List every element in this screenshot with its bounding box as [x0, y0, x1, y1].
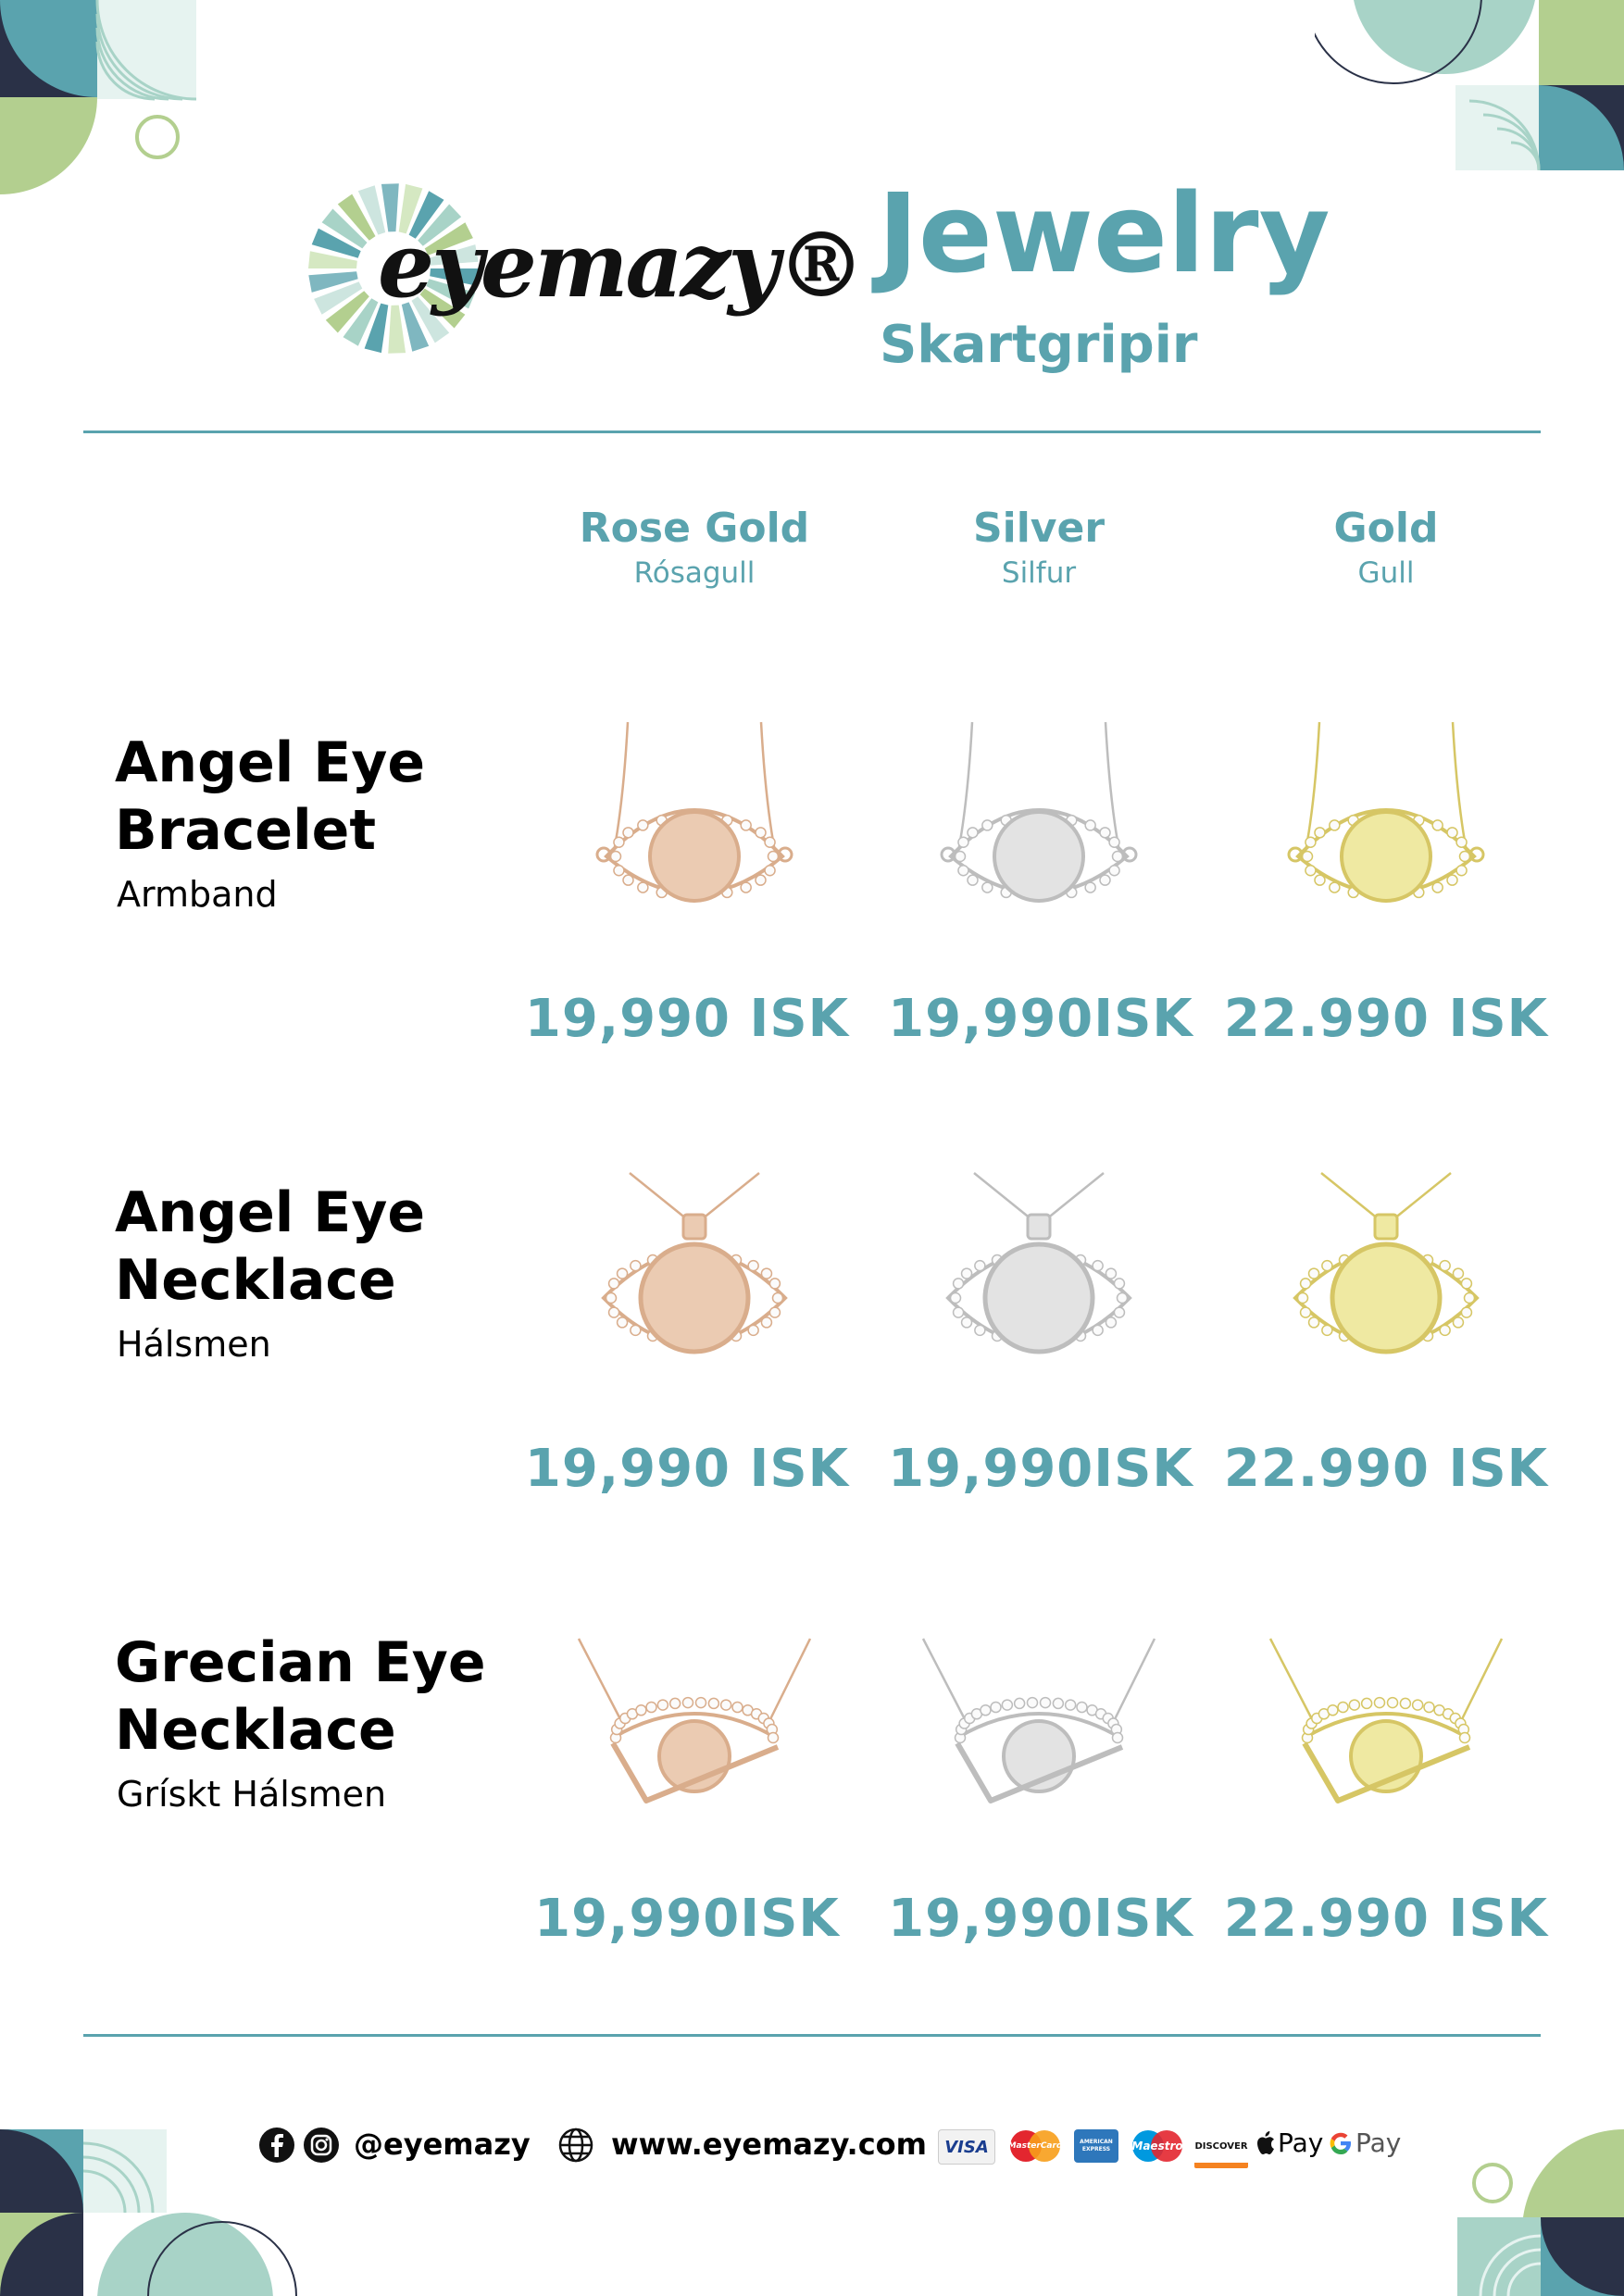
gem-stone — [765, 837, 775, 847]
gem-stone — [1362, 1698, 1372, 1708]
gem-stone — [1114, 1279, 1124, 1289]
gem-stone — [951, 1293, 961, 1304]
gem-stone — [638, 820, 648, 830]
gem-stone — [1301, 1307, 1311, 1317]
gem-stone — [631, 1325, 641, 1335]
jewelry-drawing — [900, 1634, 1178, 1847]
gem-stone — [1460, 852, 1470, 862]
gem-stone — [609, 1307, 619, 1317]
gem-stone — [982, 820, 993, 830]
gem-stone — [609, 1279, 619, 1289]
gem-stone — [606, 1293, 617, 1304]
gem-stone — [1027, 1698, 1037, 1708]
gem-stone — [1085, 882, 1095, 892]
jewelry-drawing — [1247, 1634, 1525, 1847]
medallion — [650, 812, 739, 901]
gem-stone — [1440, 1325, 1450, 1335]
gem-stone — [696, 1698, 706, 1708]
chain — [1046, 1173, 1104, 1219]
gem-stone — [1453, 1317, 1463, 1328]
gem-stone — [1113, 1733, 1123, 1743]
gem-stone — [1461, 1307, 1471, 1317]
column-name: Rose Gold — [579, 505, 810, 552]
gem-stone — [1328, 1705, 1338, 1716]
chain — [923, 1639, 965, 1719]
product-name-grecian-necklace — [115, 1629, 486, 1765]
gem-stone — [741, 882, 751, 892]
brand-logo — [306, 176, 864, 361]
gem-stone — [765, 866, 775, 876]
column-name-is: Silfur — [1001, 556, 1077, 590]
logo-wordmark: eyemazy® — [378, 213, 864, 318]
gem-stone — [638, 882, 648, 892]
product-image — [900, 718, 1178, 930]
price: 19,990ISK — [888, 989, 1193, 1049]
product-name-line: Angel Eye — [115, 730, 426, 795]
gem-stone — [968, 828, 978, 838]
gem-stone — [1093, 1261, 1103, 1271]
gem-stone — [768, 1733, 779, 1743]
gem-stone — [1118, 1293, 1128, 1304]
price: 19,990ISK — [888, 1889, 1193, 1949]
price: 19,990ISK — [888, 1439, 1193, 1499]
gem-stone — [773, 1293, 783, 1304]
gem-stone — [1100, 828, 1110, 838]
gem-stone — [1330, 882, 1340, 892]
gem-stone — [1100, 875, 1110, 885]
medallion — [985, 1244, 1093, 1352]
product-name-line: Angel Eye — [115, 1180, 426, 1245]
gem-stone — [614, 866, 624, 876]
price: 22.990 ISK — [1223, 1889, 1549, 1949]
gem-stone — [1440, 1261, 1450, 1271]
corner-decoration-bottom-right — [1444, 2120, 1624, 2296]
product-image — [900, 1168, 1178, 1381]
gem-stone — [769, 1279, 780, 1289]
column-name: Gold — [1333, 505, 1439, 552]
corner-decoration-top-right — [1315, 0, 1624, 171]
gem-stone — [1077, 1703, 1087, 1713]
gem-stone — [1447, 875, 1457, 885]
google-pay-label: Pay — [1355, 2128, 1402, 2158]
medallion — [641, 1244, 748, 1352]
gem-stone — [1322, 1261, 1332, 1271]
gem-stone — [1085, 820, 1095, 830]
gem-stone — [732, 1703, 743, 1713]
social-handle[interactable]: @eyemazy — [354, 2127, 531, 2162]
globe-icon — [557, 2127, 594, 2164]
page-title: Jewelry — [878, 169, 1330, 297]
gem-stone — [741, 820, 751, 830]
gem-stone — [769, 1307, 780, 1317]
gem-stone — [1093, 1325, 1103, 1335]
gem-stone — [1424, 1703, 1434, 1713]
page-subtitle: Skartgripir — [880, 315, 1198, 375]
gem-stone — [756, 875, 766, 885]
corner-decoration-top-left — [0, 0, 213, 204]
product-name-is: Grískt Hálsmen — [117, 1774, 387, 1815]
product-name-line: Bracelet — [115, 798, 377, 863]
discover-label: DISCOVER — [1194, 2140, 1248, 2152]
gem-stone — [1114, 1307, 1124, 1317]
gem-stone — [1305, 866, 1316, 876]
medallion — [1342, 812, 1430, 901]
gem-stone — [1349, 1700, 1359, 1710]
price: 22.990 ISK — [1223, 989, 1549, 1049]
gem-stone — [611, 852, 621, 862]
gem-stone — [761, 1317, 771, 1328]
gem-stone — [1041, 1698, 1051, 1708]
product-image — [900, 1634, 1178, 1847]
gem-stone — [670, 1698, 681, 1708]
column-name: Silver — [972, 505, 1106, 552]
gem-stone — [618, 1317, 628, 1328]
jewelry-drawing — [556, 1168, 833, 1381]
gem-stone — [1432, 882, 1443, 892]
price: 22.990 ISK — [1223, 1439, 1549, 1499]
maestro-icon — [1128, 2129, 1187, 2163]
amex-label: AMERICAN EXPRESS — [1080, 2139, 1113, 2152]
apple-pay-label: Pay — [1278, 2128, 1324, 2158]
gem-stone — [962, 1317, 972, 1328]
gem-stone — [721, 1700, 731, 1710]
gem-stone — [1309, 1317, 1319, 1328]
gem-stone — [1109, 837, 1119, 847]
jewelry-drawing — [556, 718, 833, 930]
discover-card-icon — [1194, 2129, 1248, 2168]
product-image — [1247, 718, 1525, 930]
column-name-is: Gull — [1357, 556, 1415, 590]
gem-stone — [1053, 1698, 1063, 1708]
gem-stone — [614, 837, 624, 847]
medallion — [994, 812, 1083, 901]
column-header-rose-gold — [528, 503, 861, 592]
product-name-bracelet — [115, 730, 425, 865]
gem-stone — [1453, 1268, 1463, 1279]
product-image — [556, 1634, 833, 1847]
visa-label: VISA — [944, 2137, 989, 2157]
apple-icon — [1255, 2130, 1276, 2156]
website-link[interactable]: www.eyemazy.com — [611, 2127, 927, 2162]
gem-stone — [631, 1261, 641, 1271]
gem-stone — [646, 1703, 656, 1713]
gem-stone — [1298, 1293, 1308, 1304]
gem-stone — [1374, 1698, 1384, 1708]
apple-pay-icon — [1255, 2128, 1323, 2158]
jewelry-drawing — [556, 1634, 833, 1847]
chain — [1270, 1639, 1312, 1719]
gem-stone — [657, 1700, 668, 1710]
gem-stone — [1305, 837, 1316, 847]
gem-stone — [956, 852, 966, 862]
bail — [1028, 1215, 1050, 1239]
gem-stone — [1109, 866, 1119, 876]
chain — [579, 1639, 620, 1719]
footer-divider — [83, 2034, 1541, 2037]
product-name-line: Necklace — [115, 1698, 396, 1763]
header-divider — [83, 430, 1541, 433]
gem-stone — [682, 1698, 693, 1708]
gem-stone — [748, 1325, 758, 1335]
gem-stone — [1461, 1279, 1471, 1289]
product-image — [556, 1168, 833, 1381]
product-image — [1247, 1634, 1525, 1847]
maestro-label: Maestro — [1131, 2140, 1183, 2152]
column-header-silver — [872, 503, 1206, 592]
bail — [683, 1215, 706, 1239]
price: 19,990 ISK — [524, 989, 850, 1049]
gem-stone — [623, 875, 633, 885]
gem-stone — [981, 1705, 991, 1716]
gem-stone — [618, 1268, 628, 1279]
chain — [1321, 1173, 1379, 1219]
product-name-necklace — [115, 1179, 425, 1315]
mastercard-icon — [1006, 2129, 1065, 2163]
product-name-is: Armband — [117, 874, 278, 915]
gem-stone — [1338, 1703, 1348, 1713]
gem-stone — [1432, 820, 1443, 830]
gem-stone — [1460, 1733, 1470, 1743]
facebook-icon[interactable] — [258, 2127, 295, 2164]
gem-stone — [623, 828, 633, 838]
jewelry-drawing — [900, 718, 1178, 930]
bail — [1375, 1215, 1397, 1239]
google-pay-icon — [1328, 2128, 1401, 2158]
gem-stone — [1413, 1700, 1423, 1710]
gem-stone — [982, 882, 993, 892]
product-name-line: Grecian Eye — [115, 1630, 486, 1695]
gem-stone — [958, 866, 968, 876]
gem-stone — [954, 1307, 964, 1317]
gem-stone — [1309, 1268, 1319, 1279]
gem-stone — [708, 1698, 718, 1708]
gem-stone — [1456, 837, 1467, 847]
visa-card-icon — [938, 2129, 995, 2165]
price: 19,990 ISK — [524, 1439, 850, 1499]
gem-stone — [1456, 866, 1467, 876]
amex-card-icon — [1074, 2129, 1118, 2163]
gem-stone — [768, 852, 779, 862]
gem-stone — [1002, 1700, 1012, 1710]
gem-stone — [958, 837, 968, 847]
column-name-is: Rósagull — [633, 556, 756, 590]
gem-stone — [975, 1325, 985, 1335]
product-image — [556, 718, 833, 930]
gem-stone — [1388, 1698, 1398, 1708]
gem-stone — [1066, 1700, 1076, 1710]
gem-stone — [1322, 1325, 1332, 1335]
gem-stone — [1106, 1317, 1116, 1328]
chain — [1462, 1639, 1502, 1719]
gem-stone — [1303, 852, 1313, 862]
gem-stone — [954, 1279, 964, 1289]
gem-stone — [1447, 828, 1457, 838]
gem-stone — [1315, 828, 1325, 838]
chain — [630, 1173, 687, 1219]
product-name-line: Necklace — [115, 1248, 396, 1313]
gem-stone — [1113, 852, 1123, 862]
gem-stone — [975, 1261, 985, 1271]
gem-stone — [1465, 1293, 1475, 1304]
chain — [770, 1639, 810, 1719]
gem-stone — [636, 1705, 646, 1716]
gem-stone — [1315, 875, 1325, 885]
chain — [702, 1173, 759, 1219]
gem-stone — [962, 1268, 972, 1279]
price: 19,990ISK — [534, 1889, 840, 1949]
product-name-is: Hálsmen — [117, 1324, 271, 1365]
gem-stone — [1330, 820, 1340, 830]
gem-stone — [991, 1703, 1001, 1713]
product-image — [1247, 1168, 1525, 1381]
gem-stone — [748, 1261, 758, 1271]
chain — [974, 1173, 1031, 1219]
gem-stone — [1015, 1698, 1025, 1708]
jewelry-drawing — [1247, 1168, 1525, 1381]
jewelry-drawing — [900, 1168, 1178, 1381]
gem-stone — [1301, 1279, 1311, 1289]
mastercard-label: MasterCard — [1007, 2141, 1063, 2151]
chain — [1115, 1639, 1155, 1719]
gem-stone — [1106, 1268, 1116, 1279]
chain — [1393, 1173, 1451, 1219]
gem-stone — [1400, 1698, 1410, 1708]
instagram-icon[interactable] — [303, 2127, 340, 2164]
gem-stone — [968, 875, 978, 885]
medallion — [1332, 1244, 1440, 1352]
gem-stone — [756, 828, 766, 838]
gem-stone — [761, 1268, 771, 1279]
jewelry-drawing — [1247, 718, 1525, 930]
google-g-icon — [1328, 2130, 1354, 2156]
column-header-gold — [1219, 503, 1553, 592]
